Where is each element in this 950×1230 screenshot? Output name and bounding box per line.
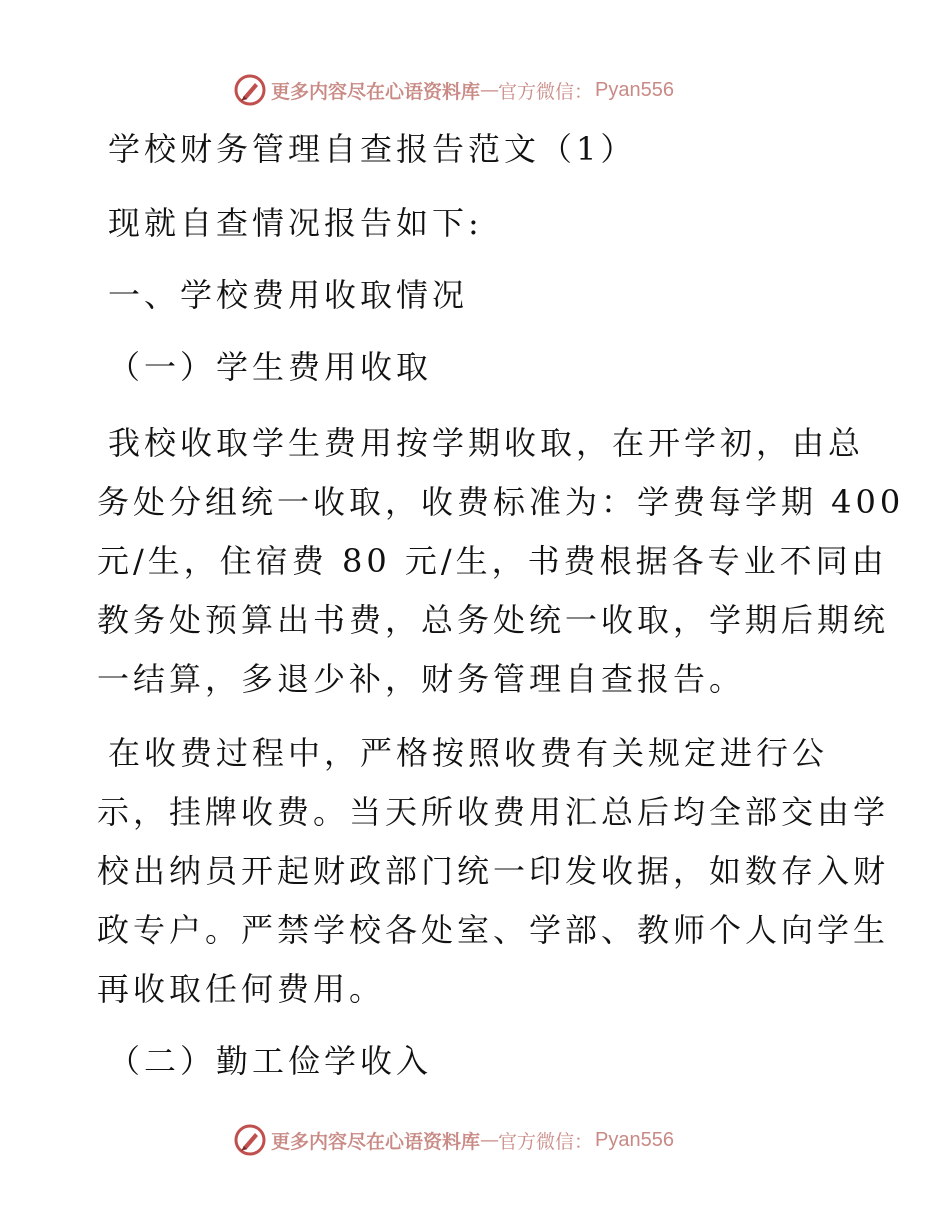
banner-dash: — — [480, 1129, 499, 1151]
paragraph-line: 元/生，住宿费 80 元/生，书费根据各专业不同由 — [97, 542, 888, 580]
paragraph-line: 在收费过程中，严格按照收费有关规定进行公 — [108, 734, 829, 772]
paragraph-line: 一结算，多退少补，财务管理自查报告。 — [97, 660, 746, 698]
banner-wechat-id: Pyan556 — [595, 78, 674, 101]
banner-wechat-label: 官方微信： — [498, 80, 594, 103]
intro-text: 现就自查情况报告如下: — [108, 204, 483, 242]
banner-text: 更多内容尽在心语资料库 — [271, 1130, 481, 1153]
paragraph-line: 教务处预算出书费，总务处统一收取，学期后期统 — [97, 601, 890, 639]
paragraph-line: 校出纳员开起财政部门统一印发收据，如数存入财 — [97, 852, 890, 890]
paragraph-line: 我校收取学生费用按学期收取，在开学初，由总 — [108, 424, 865, 462]
paragraph-line: 政专户。严禁学校各处室、学部、教师个人向学生 — [97, 911, 890, 949]
banner-wechat-id: Pyan556 — [595, 1128, 674, 1151]
subsection-heading: （一）学生费用收取 — [108, 348, 433, 386]
banner-dash: — — [480, 79, 499, 101]
paragraph-line: 示，挂牌收费。当天所收费用汇总后均全部交由学 — [97, 793, 890, 831]
paragraph-line: 再收取任何费用。 — [97, 970, 386, 1008]
banner-wechat-label: 官方微信： — [498, 1130, 594, 1153]
paragraph-line: 务处分组统一收取，收费标准为：学费每学期 400 — [97, 483, 905, 521]
footer-banner — [233, 1122, 674, 1158]
section-heading: 一、学校费用收取情况 — [108, 276, 469, 314]
pen-logo-icon — [233, 73, 267, 107]
pen-logo-icon — [233, 1123, 267, 1157]
document-title: 学校财务管理自查报告范文（1） — [108, 130, 637, 168]
banner-text: 更多内容尽在心语资料库 — [271, 80, 481, 103]
subsection-heading: （二）勤工俭学收入 — [108, 1042, 433, 1080]
header-banner — [233, 72, 674, 108]
